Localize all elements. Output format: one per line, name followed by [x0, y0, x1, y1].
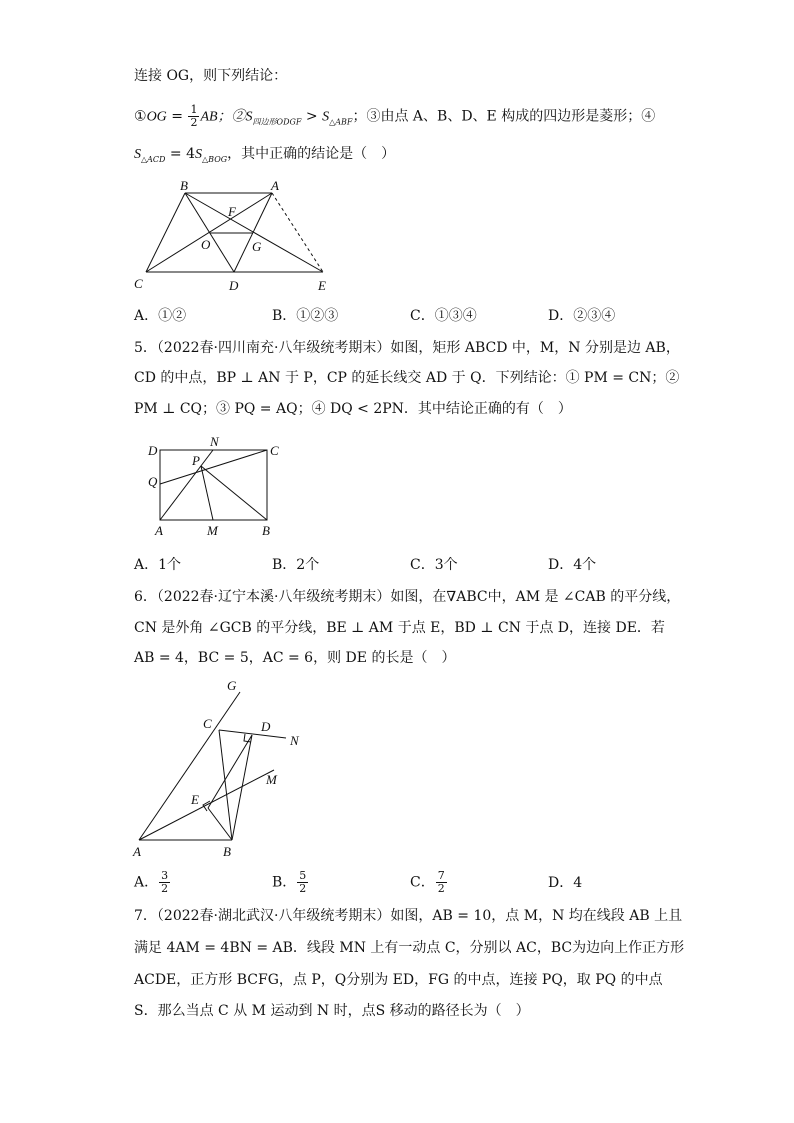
q5-option-c[interactable]: C．3个 [410, 557, 458, 573]
q5-label-M: M [207, 523, 218, 538]
q4-conclusions-line1: ①OG = $\frac{1}{2}$ AB；$②S_{四边形ODGF} > S_{\triangle ABF}$；③由点 A、B、D、E 构成的四边形是菱形；④ [134, 103, 656, 129]
q4-c1-prefix: ① [134, 108, 147, 125]
q5-option-a[interactable]: A．1个 [134, 557, 182, 573]
q4-intro: 连接 OG，则下列结论： [134, 68, 288, 84]
q7-stem-line4: S．那么当点 C 从 M 运动到 N 时，点S 移动的路径长为（ ） [134, 1003, 530, 1019]
q6-label-N: N [290, 733, 299, 748]
q6-stem-line3: AB = 4，BC = 5，AC = 6，则 DE 的长是（ ） [134, 650, 456, 666]
q4-c1-lhs: OG [146, 109, 167, 125]
q5-label-P: P [192, 453, 200, 468]
q5-stem-line3: PM ⊥ CQ；③ PQ = AQ；④ DQ < 2PN．其中结论正确的有（ ） [134, 401, 572, 417]
q5-label-Q: Q [148, 474, 158, 489]
q5-option-b[interactable]: B．2个 [272, 557, 320, 573]
q4-c4-sub1: △ACD [141, 155, 166, 164]
q4-c4-tail: ，其中正确的结论是（ ） [227, 146, 396, 162]
q6-option-c[interactable]: C． $\frac{7}{2}$ [410, 869, 445, 895]
q4-option-a[interactable]: A．①② [134, 308, 187, 324]
q4-label-G: G [252, 239, 262, 254]
q4-c1-fraction: $\frac{1}{2}$ [190, 103, 198, 129]
q4-c1-eq: = [166, 108, 188, 125]
q6-stem-line1: 6．（2022春·辽宁本溪·八年级统考期末）如图，在∇ABC中，AM 是 ∠CAB 的平分线， [134, 589, 681, 605]
q6-label-C: C [203, 716, 212, 731]
q6-label-G: G [227, 678, 237, 693]
q6-option-c-fraction: $\frac{7}{2}$ [437, 869, 445, 895]
q4-label-B: B [180, 178, 188, 193]
q4-label-F: F [228, 204, 236, 219]
q6-label-M: M [266, 772, 277, 787]
q7-stem-line3: ACDE，正方形 BCFG，点 P，Q分别为 ED，FG 的中点，连接 PQ，取 PQ 的中点 [134, 972, 663, 988]
q6-label-E: E [191, 792, 199, 807]
q6-label-B: B [223, 844, 231, 859]
q4-option-b[interactable]: B．①②③ [272, 308, 339, 324]
q5-option-d[interactable]: D．4个 [548, 557, 597, 573]
q6-option-b[interactable]: B． $\frac{5}{2}$ [272, 869, 307, 895]
q4-option-d[interactable]: D．②③④ [548, 308, 616, 324]
q4-label-D: D [229, 278, 239, 293]
q5-label-N: N [210, 434, 219, 449]
q4-c4-sub2: △BOG [202, 155, 228, 164]
q7-stem-line2: 满足 4AM = 4BN = AB．线段 MN 上有一动点 C，分别以 AC，BC为边向上作正方形 [134, 940, 685, 956]
q4-label-A: A [271, 178, 279, 193]
q4-c3: ；③由点 A、B、D、E 构成的四边形是菱形；④ [352, 108, 656, 125]
q5-stem-line2: CD 的中点，BP ⊥ AN 于 P，CP 的延长线交 AD 于 Q．下列结论：① PM = CN；② [134, 370, 680, 386]
q5-label-D: D [148, 443, 158, 458]
q6-option-a[interactable]: A． $\frac{3}{2}$ [134, 869, 169, 895]
q4-c2-sub2: △ABF [329, 117, 353, 127]
q6-stem-line2: CN 是外角 ∠GCB 的平分线，BE ⊥ AM 于点 E，BD ⊥ CN 于点 D，连接 DE．若 [134, 620, 665, 636]
q6-option-a-fraction: $\frac{3}{2}$ [161, 869, 169, 895]
q5-label-A: A [155, 523, 163, 538]
q5-label-C: C [270, 443, 279, 458]
q4-conclusions-line2: $S_{\triangle ACD} = 4S_{\triangle BOG}$，其中正确的结论是（ ） [134, 146, 396, 164]
q6-label-D: D [261, 719, 271, 734]
q5-stem-line1: 5．（2022春·四川南充·八年级统考期末）如图，矩形 ABCD 中，M，N 分别是边 AB， [134, 340, 680, 356]
q4-option-c[interactable]: C．①③④ [410, 308, 477, 324]
q4-label-O: O [201, 237, 211, 252]
q4-label-E: E [318, 278, 326, 293]
q5-label-B: B [262, 523, 270, 538]
q7-stem-line1: 7．（2022春·湖北武汉·八年级统考期末）如图，AB = 10，点 M，N 均在线段 AB 上且 [134, 908, 683, 924]
q4-c2-sub1: 四边形ODGF [252, 117, 302, 127]
q4-label-C: C [134, 276, 143, 291]
q6-option-d[interactable]: D．4 [548, 875, 583, 891]
q6-option-b-fraction: $\frac{5}{2}$ [299, 869, 307, 895]
q4-c1-rhs: AB；② [200, 109, 246, 125]
q6-label-A: A [133, 844, 141, 859]
